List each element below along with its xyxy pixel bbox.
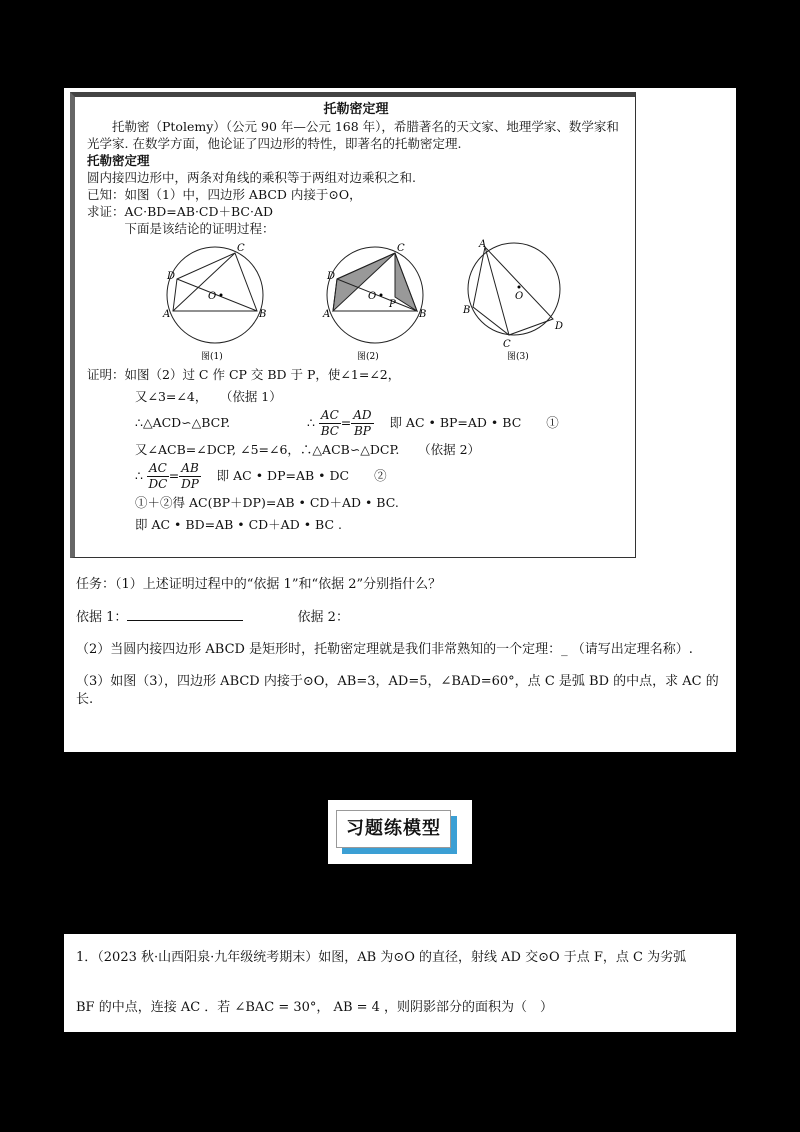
theorem-statement: 圆内接四边形中，两条对角线的乘积等于两组对边乘积之和.: [87, 170, 416, 185]
svg-text:B: B: [419, 309, 427, 320]
proof-line-7: 即 AC • BD=AB • CD＋AD • BC .: [135, 517, 342, 532]
task-3: （3）如图（3），四边形 ABCD 内接于⊙O，AB=3，AD=5，∠BAD=60°，点 C 是弧 BD 的中点，求 AC 的长.: [76, 674, 719, 707]
ptolemy-theorem-box: [70, 92, 636, 558]
svg-text:B: B: [259, 309, 267, 320]
fraction: $\frac{AB}{DP}$: [181, 461, 199, 491]
proof-line-3: ∴△ACD∽△BCP. ∴ $\frac{AC}{BC}$ = $\frac{AD}{BP}$ 即 AC • BP=AD • BC ①: [135, 408, 559, 438]
svg-text:C: C: [237, 243, 245, 254]
proof-line-1: 证明：如图（2）过 C 作 CP 交 BD 于 P，使∠1=∠2，: [87, 367, 401, 382]
svg-text:图(2): 图(2): [357, 352, 379, 362]
figure-1-diagram: [153, 239, 283, 364]
fraction: $\frac{AC}{BC}$: [320, 408, 339, 438]
prove-text: 求证：AC·BD=AB·CD＋BC·AD: [87, 204, 274, 219]
svg-text:D: D: [555, 321, 564, 332]
tasks-section: [76, 576, 726, 723]
figure-3-diagram: [459, 239, 569, 364]
proof-line-6: ①＋②得 AC(BP＋DP)=AB • CD＋AD • BC.: [135, 495, 399, 510]
section-badge: [328, 800, 472, 864]
svg-text:P: P: [389, 299, 396, 310]
proof-line-5: ∴ $\frac{AC}{DC}$ = $\frac{AB}{DP}$ 即 AC • DP=AB • DC ②: [135, 461, 387, 491]
task-2: （2）当圆内接四边形 ABCD 是矩形时，托勒密定理就是我们非常熟知的一个定理：_ （请写出定理名称）.: [76, 642, 693, 657]
figures-row: [87, 239, 625, 364]
svg-text:D: D: [327, 271, 336, 282]
svg-text:O: O: [515, 291, 524, 302]
figure-2-diagram: [313, 239, 443, 364]
fraction: $\frac{AD}{BP}$: [353, 408, 372, 438]
proof-line-2: 又∠3=∠4， （依据 1）: [135, 389, 282, 404]
proof-line-4: 又∠ACB=∠DCP, ∠5=∠6，∴△ACB∽△DCP. （依据 2）: [135, 442, 481, 457]
svg-text:A: A: [163, 309, 171, 320]
svg-text:D: D: [167, 271, 176, 282]
intro-text: 托勒密（Ptolemy）（公元 90 年—公元 168 年），希腊著名的天文家、地理学家、数学家和光学家. 在数学方面，他论证了四边形的特性，即著名的托勒密定理.: [87, 119, 619, 151]
task-1: 任务：（1）上述证明过程中的“依据 1”和“依据 2”分别指什么？: [76, 577, 442, 592]
box-title: 托勒密定理: [323, 102, 389, 117]
svg-text:C: C: [397, 243, 405, 254]
lead-text: 下面是该结论的证明过程：: [124, 221, 275, 236]
theorem-subtitle: 托勒密定理: [87, 153, 150, 168]
proof-block: [87, 364, 625, 536]
badge-label: 习题练模型: [336, 810, 451, 848]
svg-text:C: C: [503, 339, 511, 350]
svg-text:B: B: [463, 305, 471, 316]
svg-text:A: A: [323, 309, 331, 320]
basis-answer-row: 依据 1： 依据 2：: [76, 610, 349, 625]
svg-text:O: O: [208, 291, 217, 302]
basis-1-blank[interactable]: [127, 608, 243, 621]
svg-text:图(1): 图(1): [201, 352, 223, 362]
worksheet-page-top: [64, 88, 736, 752]
worksheet-page-question: [64, 934, 736, 1032]
given-text: 已知：如图（1）中，四边形 ABCD 内接于⊙O，: [87, 187, 362, 202]
fraction: $\frac{AC}{DC}$: [148, 461, 168, 491]
question-1-line-2: BF 的中点，连接 AC ．若 ∠BAC = 30°， AB = 4 ，则阴影部分的面积为（ ）: [76, 1000, 554, 1015]
question-1-line-1: 1．（2023 秋·山西阳泉·九年级统考期末）如图，AB 为⊙O 的直径，射线 AD 交⊙O 于点 F，点 C 为劣弧: [76, 950, 687, 965]
svg-text:O: O: [368, 291, 377, 302]
svg-text:图(3): 图(3): [507, 352, 529, 362]
svg-text:A: A: [479, 239, 487, 250]
